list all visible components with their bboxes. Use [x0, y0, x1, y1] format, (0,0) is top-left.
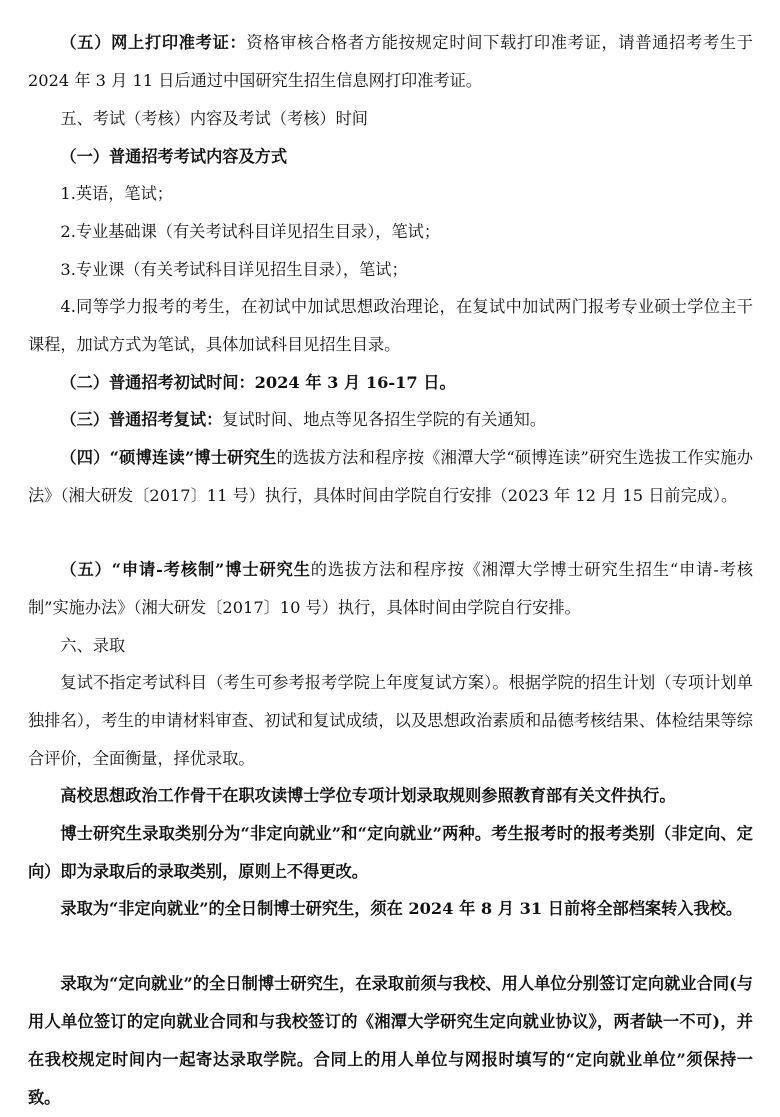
paragraph-heading: 录取为“非定向就业”的全日制博士研究生，须在 2024 年 8 月 31 日前将全部档案转入我校。 [60, 899, 743, 918]
paragraph-admission-categories [28, 815, 753, 891]
paragraph-text: 复试不指定考试科目（考生可参考报考学院上年度复试方案）。根据学院的招生计划（专项计划单独排名），考生的申请材料审查、初试和复试成绩，以及思想政治素质和品德考核结果、体检结果等综合评价，全面衡量，择优录取。 [28, 673, 753, 768]
paragraph-text: 六、录取 [60, 636, 126, 655]
paragraph-heading: 录取为“定向就业”的全日制博士研究生，在录取前须与我校、用人单位分别签订定向就业合同(与用人单位签订的定向就业合同和与我校签订的《湘潭大学研究生定向就业协议》，两者缺一不可)，并在我校规定时间内一起寄达录取学院。合同上的用人单位与网报时填写的“定向就业单位”须保持一致。 [28, 974, 753, 1107]
paragraph-text: 3.专业课（有关考试科目详见招生目录），笔试； [60, 260, 408, 279]
paragraph-application-review [28, 551, 753, 627]
paragraph-text: 五、考试（考核）内容及考试（考核）时间 [60, 109, 368, 128]
paragraph-special-plan [28, 777, 753, 815]
section-heading-exam-content [28, 100, 753, 138]
list-item-equivalent-education [28, 288, 753, 364]
paragraph-heading: （三）普通招考复试： [60, 410, 223, 429]
paragraph-text: 资格审核合格者方能按规定时间下载打印准考证，请普通招考考生于 2024 年 3 月 11 日后通过中国研究生招生信息网打印准考证。 [28, 33, 753, 90]
paragraph-text: 的选拔方法和程序按《湘潭大学博士研究生招生“申请-考核制”实施办法》（湘大研发〔2017〕10 号）执行，具体时间由学院自行安排。 [28, 560, 753, 617]
paragraph-heading: 博士研究生录取类别分为“非定向就业”和“定向就业”两种。考生报考时的报考类别（非定向、定向）即为录取后的录取类别，原则上不得更改。 [28, 824, 753, 881]
paragraph-text: 2.专业基础课（有关考试科目详见招生目录），笔试； [60, 222, 441, 241]
list-item-basic-course [28, 213, 753, 251]
paragraph-heading: （一）普通招考考试内容及方式 [60, 147, 288, 166]
paragraph-text: 复试时间、地点等见各招生学院的有关通知。 [222, 410, 547, 429]
paragraph-master-doctor [28, 439, 753, 515]
section-heading-admission [28, 627, 753, 665]
subheading-initial-exam-time [28, 364, 753, 402]
paragraph-admission-rules [28, 664, 753, 778]
paragraph-text: 4.同等学力报考的考生，在初试中加试思想政治理论，在复试中加试两门报考专业硕士学位主干课程，加试方式为笔试，具体加试科目见招生目录。 [28, 297, 753, 354]
paragraph-directed [28, 965, 753, 1117]
list-item-english [28, 175, 753, 213]
paragraph-reexam [28, 401, 753, 439]
paragraph-heading: （五）“申请-考核制”博士研究生 [60, 560, 311, 579]
paragraph-heading: 高校思想政治工作骨干在职攻读博士学位专项计划录取规则参照教育部有关文件执行。 [60, 786, 676, 805]
subheading-exam-method [28, 138, 753, 176]
paragraph-heading: （五）网上打印准考证： [60, 33, 247, 52]
paragraph-text: 的选拔方法和程序按《湘潭大学“硕博连读”研究生选拔工作实施办法》（湘大研发〔2017〕11 号）执行，具体时间由学院自行安排（2023 年 12 月 15 日前完成）。 [28, 448, 753, 505]
paragraph-print-admission-ticket [28, 24, 753, 100]
list-item-major-course [28, 251, 753, 289]
paragraph-heading: （二）普通招考初试时间：2024 年 3 月 16-17 日。 [60, 373, 456, 392]
paragraph-heading: （四）“硕博连读”博士研究生 [60, 448, 277, 467]
paragraph-non-directed [28, 890, 753, 928]
paragraph-text: 1.英语，笔试； [60, 184, 173, 203]
